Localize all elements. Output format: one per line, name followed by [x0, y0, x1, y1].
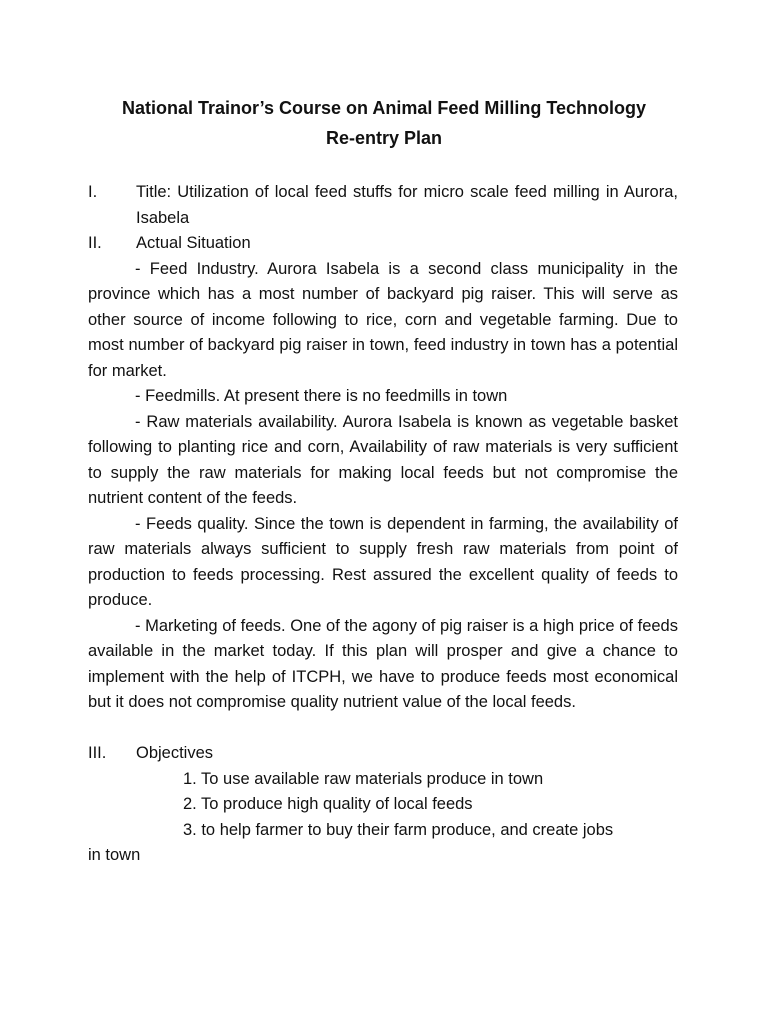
- objective-item: 2. To produce high quality of local feeds: [183, 795, 473, 813]
- section-numeral: I.: [88, 183, 98, 201]
- section-numeral: III.: [88, 744, 107, 762]
- objective-item: 3. to help farmer to buy their farm produce, and create jobs: [183, 820, 614, 839]
- section-numeral: II.: [88, 234, 102, 252]
- document-title: National Trainor’s Course on Animal Feed Milling Technology: [121, 98, 647, 118]
- section-actual-situation-heading: [88, 231, 678, 257]
- document-body: [88, 180, 678, 869]
- section-title-text: [136, 180, 678, 231]
- paragraph-feeds-quality: - Feeds quality. Since the town is dependent in farming, the availability of raw materials always sufficient to supply fresh raw materials from point of production to feeds processing. Rest assured the excellent quality of feeds to produce.: [88, 514, 678, 609]
- paragraph-raw-materials: - Raw materials availability. Aurora Isabela is known as vegetable basket following to planting rice and corn, Availability of raw materials is very sufficient to supply the raw materials for making local feeds but not compromise the nutrient content of the feeds.: [88, 412, 678, 507]
- section-title-content: Title: Utilization of local feed stuffs for micro scale feed milling in Aurora, Isabela: [136, 183, 678, 227]
- paragraph-marketing: - Marketing of feeds. One of the agony of pig raiser is a high price of feeds available in the market today. If this plan will prosper and give a chance to implement with the help of ITCPH, we have to produce feeds most economical but it does not compromise quality nutrient value of the local feeds.: [88, 616, 678, 711]
- section-heading: Actual Situation: [136, 234, 251, 252]
- paragraph-feedmills: - Feedmills. At present there is no feedmills in town: [135, 387, 508, 405]
- document-subtitle: Re-entry Plan: [325, 128, 443, 148]
- spacer: [88, 716, 678, 742]
- section-objectives-heading: [88, 741, 678, 767]
- objective-item: 1. To use available raw materials produce in town: [183, 769, 544, 788]
- section-heading: Objectives: [136, 744, 214, 762]
- section-title: [88, 180, 678, 231]
- objective-item-continuation: in town: [88, 846, 141, 864]
- paragraph-feed-industry: - Feed Industry. Aurora Isabela is a second class municipality in the province which has a most number of backyard pig raiser. This will serve as other source of income following to rice, corn and vegetable farming. Due to most number of backyard pig raiser in town, feed industry in town has a potential for market.: [88, 259, 678, 380]
